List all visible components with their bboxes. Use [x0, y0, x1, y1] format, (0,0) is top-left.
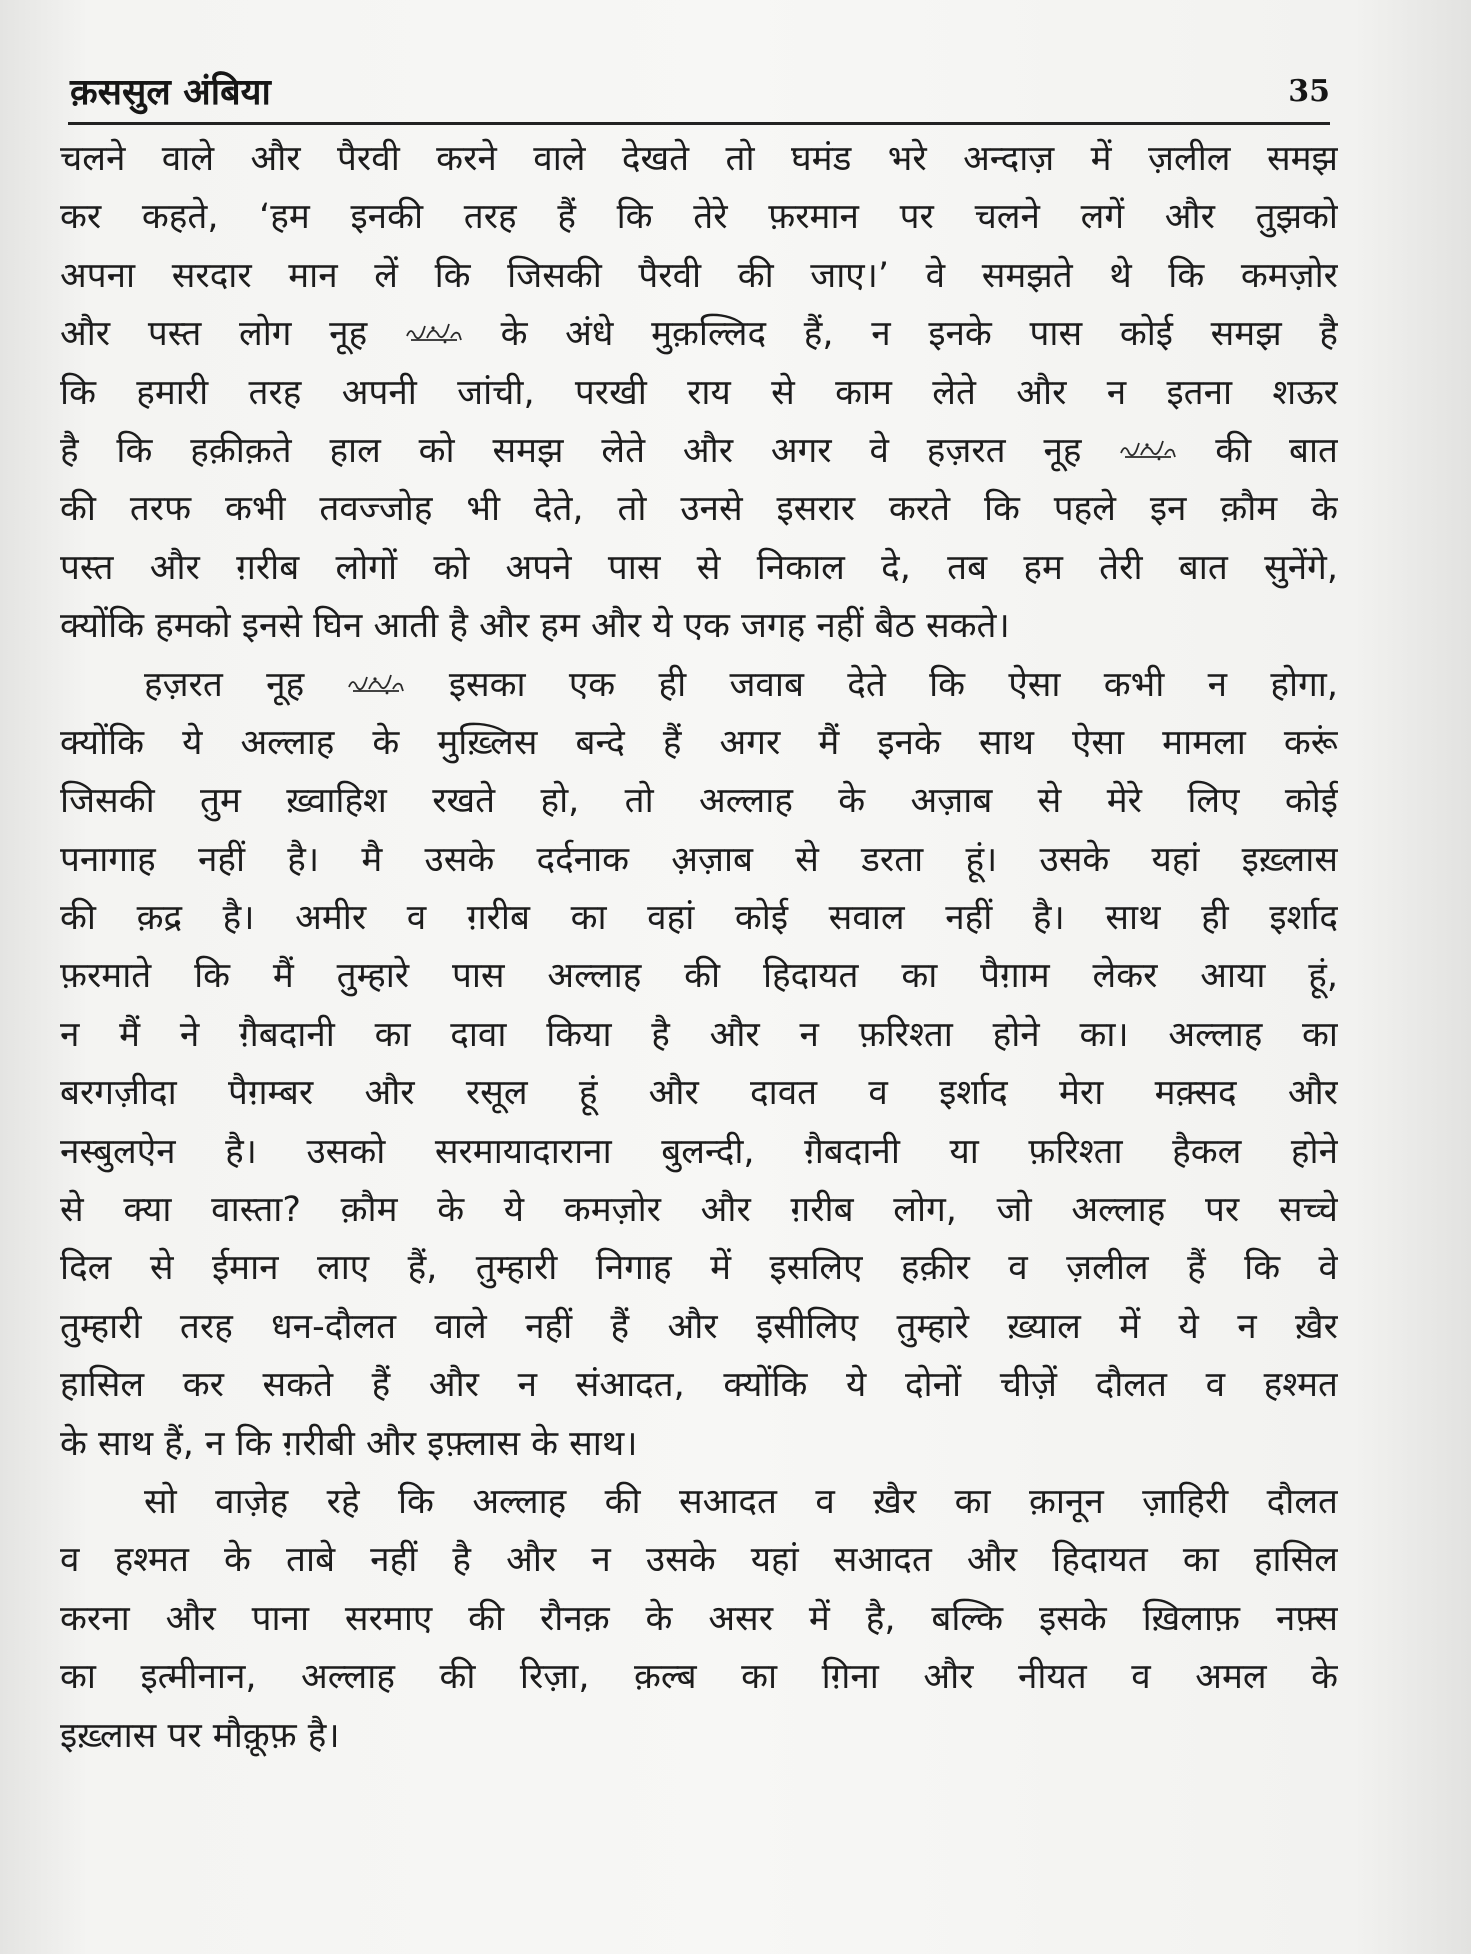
- arabic-calligraphy-alaihissalam-icon: [347, 671, 405, 695]
- text-line: की तरफ कभी तवज्जोह भी देते, तो उनसे इसरार करते कि पहले इन क़ौम के: [60, 489, 1338, 530]
- text-line: का इत्मीनान, अल्लाह की रिज़ा, क़ल्ब का ग़िना और नीयत व अमल के: [60, 1657, 1338, 1698]
- text-line: इख़्लास पर मौक़ूफ़ है।: [60, 1715, 340, 1756]
- text-line: क्योंकि ये अल्लाह के मुख़्लिस बन्दे हैं अगर मैं इनके साथ ऐसा मामला करूं: [60, 722, 1338, 763]
- arabic-calligraphy-alaihissalam-icon: [1119, 437, 1177, 461]
- text-line: हासिल कर सकते हैं और न संआदत, क्योंकि ये दोनों चीज़ें दौलत व हश्मत: [60, 1365, 1338, 1406]
- text-line: नस्बुलऐन है। उसको सरमायादाराना बुलन्दी, ग़ैबदानी या फ़रिश्ता हैकल होने: [60, 1131, 1338, 1172]
- text-line: सो वाज़ेह रहे कि अल्लाह की सआदत व ख़ैर का क़ानून ज़ाहिरी दौलत: [144, 1481, 1338, 1522]
- paragraph-1: [60, 130, 1338, 656]
- body-text: [60, 130, 1338, 1765]
- text-line: [60, 305, 1338, 363]
- text-line: कर कहते, ‘हम इनकी तरह हैं कि तेरे फ़रमान पर चलने लगें और तुझको: [60, 197, 1338, 238]
- text-line: जिसकी तुम ख़्वाहिश रखते हो, तो अल्लाह के अज़ाब से मेरे लिए कोई: [60, 781, 1338, 822]
- text-line: न मैं ने ग़ैबदानी का दावा किया है और न फ़रिश्ता होने का। अल्लाह का: [60, 1014, 1338, 1055]
- text-line: दिल से ईमान लाए हैं, तुम्हारी निगाह में इसलिए हक़ीर व ज़लील हैं कि वे: [60, 1248, 1338, 1289]
- running-title: क़ससुल अंबिया: [70, 72, 271, 113]
- page-number: 35: [1288, 74, 1330, 109]
- text-line: व हश्मत के ताबे नहीं है और न उसके यहां सआदत और हिदायत का हासिल: [60, 1540, 1338, 1581]
- text-segment: के अंधे मुक़ल्लिद हैं, न इनके पास कोई समझ है: [500, 314, 1338, 355]
- text-line: क्योंकि हमको इनसे घिन आती है और हम और ये एक जगह नहीं बैठ सकते।: [60, 606, 1010, 647]
- text-line: फ़रमाते कि मैं तुम्हारे पास अल्लाह की हिदायत का पैग़ाम लेकर आया हूं,: [60, 956, 1338, 997]
- text-line: से क्या वास्ता? क़ौम के ये कमज़ोर और ग़रीब लोग, जो अल्लाह पर सच्चे: [60, 1190, 1338, 1231]
- text-line: [60, 656, 1338, 714]
- text-line: बरगज़ीदा पैग़म्बर और रसूल हूं और दावत व इर्शाद मेरा मक़्सद और: [60, 1073, 1338, 1114]
- text-line: चलने वाले और पैरवी करने वाले देखते तो घमंड भरे अन्दाज़ में ज़लील समझ: [60, 139, 1338, 179]
- text-line: के साथ हैं, न कि ग़रीबी और इफ़्लास के साथ।: [60, 1423, 638, 1464]
- text-segment: है कि हक़ीक़ते हाल को समझ लेते और अगर वे हज़रत नूह: [60, 430, 1082, 471]
- text-line: पस्त और ग़रीब लोगों को अपने पास से निकाल दे, तब हम तेरी बात सुनेंगे,: [60, 547, 1338, 588]
- arabic-calligraphy-alaihissalam-icon: [405, 320, 463, 344]
- text-segment: हज़रत नूह: [144, 664, 305, 705]
- page-header: [68, 62, 1330, 125]
- text-line: [60, 422, 1338, 480]
- text-line: की क़द्र है। अमीर व ग़रीब का वहां कोई सवाल नहीं है। साथ ही इर्शाद: [60, 898, 1338, 939]
- text-line: कि हमारी तरह अपनी जांची, परखी राय से काम लेते और न इतना शऊर: [60, 372, 1338, 413]
- paragraph-2: [60, 656, 1338, 1473]
- text-line: तुम्हारी तरह धन-दौलत वाले नहीं हैं और इसीलिए तुम्हारे ख़्याल में ये न ख़ैर: [60, 1306, 1338, 1347]
- text-line: अपना सरदार मान लें कि जिसकी पैरवी की जाए।’ वे समझते थे कि कमज़ोर: [60, 255, 1338, 296]
- paragraph-3: [60, 1473, 1338, 1765]
- text-segment: और पस्त लोग नूह: [60, 314, 368, 355]
- text-line: पनागाह नहीं है। मै उसके दर्दनाक अ़ज़ाब से डरता हूं। उसके यहां इख़्लास: [60, 839, 1338, 880]
- text-line: करना और पाना सरमाए की रौनक़ के असर में है, बल्कि इसके ख़िलाफ़ नफ़्स: [60, 1598, 1338, 1639]
- text-segment: की बात: [1215, 430, 1338, 471]
- text-segment: इसका एक ही जवाब देते कि ऐसा कभी न होगा,: [448, 664, 1338, 705]
